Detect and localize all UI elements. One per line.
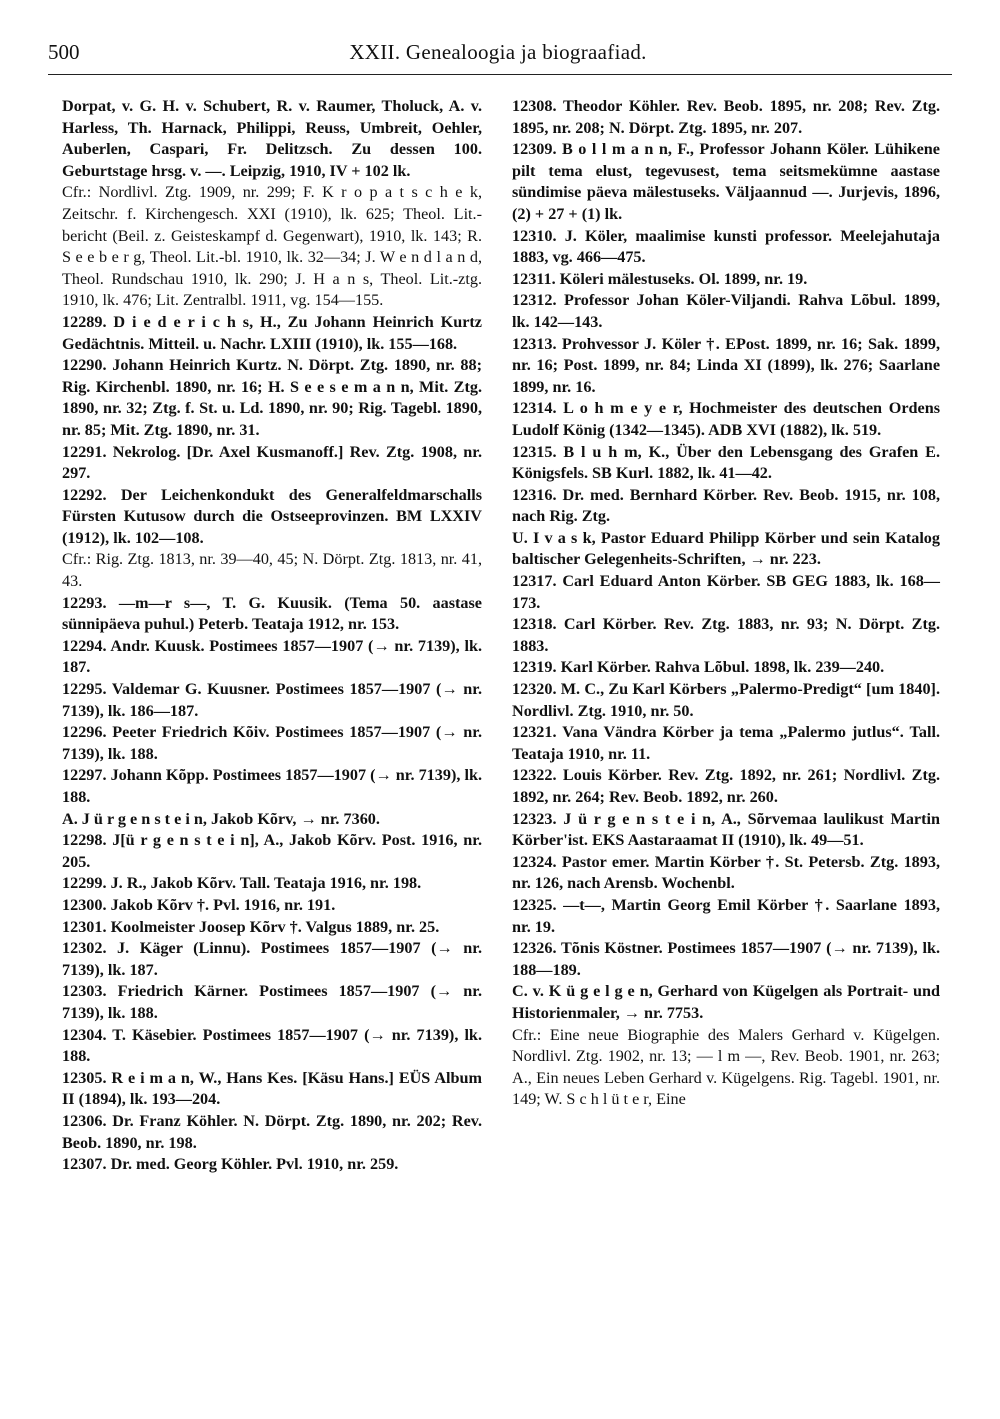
bibliography-entry: 12314. L o h m e y e r, Hochmeister des deutschen Ordens Ludolf König (1342—1345). ADB XVI (1882), lk. 519. [512,399,940,439]
left-column [62,96,482,1176]
bibliography-entry: 12307. Dr. med. Georg Köhler. Pvl. 1910, nr. 259. [62,1155,399,1174]
bibliography-entry: Cfr.: Rig. Ztg. 1813, nr. 39—40, 45; N. Dörpt. Ztg. 1813, nr. 41, 43. [62,550,482,591]
bibliography-entry: 12292. Der Leichenkondukt des Generalfeldmarschalls Fürsten Kutusow durch die Ostseeprovinzen. BM LXXIV (1912), lk. 102—108. [62,485,482,547]
bibliography-entry: Cfr.: Eine neue Biographie des Malers Gerhard v. Kügelgen. Nordlivl. Ztg. 1902, nr. 13; — l m —, Rev. Beob. 1901, nr. 263; A., Ein neues Leben Gerhard v. Kügelgens. Rig. Tagebl. 1901, nr. 149; W. S c h l ü t e r, Eine [512,1025,940,1109]
page-header [48,38,948,74]
bibliography-entry: 12304. T. Käsebier. Postimees 1857—1907 (→ nr. 7139), lk. 188. [62,1025,482,1066]
bibliography-entry: 12299. J. R., Jakob Kõrv. Tall. Teataja 1916, nr. 198. [62,874,422,893]
bibliography-entry: Cfr.: Nordlivl. Ztg. 1909, nr. 299; F. K r o p a t s c h e k, Zeitschr. f. Kirchengesch. XXI (1910), lk. 625; Theol. Lit.-bericht (Beil. z. Geisteskampf d. Gegenwart), 1910, lk. 143; R. S e e b e r g, Theol. Lit.-bl. 1910, lk. 32—34; J. W e n d l a n d, Theol. Rundschau 1910, lk. 290; J. H a n s, Theol. Lit.-ztg. 1910, lk. 476; Lit. Zentralbl. 1911, vg. 154—155. [62,183,482,310]
bibliography-entry: 12303. Friedrich Kärner. Postimees 1857—1907 (→ nr. 7139), lk. 188. [62,982,482,1022]
bibliography-entry: 12306. Dr. Franz Köhler. N. Dörpt. Ztg. 1890, nr. 202; Rev. Beob. 1890, nr. 198. [62,1111,482,1152]
bibliography-entry: 12309. B o l l m a n n, F., Professor Johann Köler. Lühikene pilt tema elust, tegevusest, tema seitsmekümne aastase sündimise päeva mälestuseks. Väljaannud —. Jurjevis, 1896, (2) + 27 + (1) lk. [512,140,940,223]
bibliography-entry: U. I v a s k, Pastor Eduard Philipp Körber und sein Katalog baltischer Gelegenheits-Schriften, → nr. 223. [512,528,940,569]
bibliography-entry: A. J ü r g e n s t e i n, Jakob Kõrv, → nr. 7360. [62,809,380,828]
bibliography-entry: 12293. —m—r s—, T. G. Kuusik. (Tema 50. aastase sünnipäeva puhul.) Peterb. Teataja 1912, nr. 153. [62,593,482,634]
bibliography-entry: 12301. Koolmeister Joosep Kõrv †. Valgus 1889, nr. 25. [62,917,440,936]
right-column [512,96,940,1111]
bibliography-entry: 12295. Valdemar G. Kuusner. Postimees 1857—1907 (→ nr. 7139), lk. 186—187. [62,680,482,720]
bibliography-entry: 12319. Karl Körber. Rahva Lõbul. 1898, lk. 239—240. [512,658,885,677]
running-title: XXII. Genealoogia ja biograafiad. [349,40,647,64]
bibliography-entry: 12300. Jakob Kõrv †. Pvl. 1916, nr. 191. [62,895,336,914]
bibliography-entry: 12289. D i e d e r i c h s, H., Zu Johann Heinrich Kurtz Gedächtnis. Mitteil. u. Nachr. LXIII (1910), lk. 155—168. [62,312,482,353]
bibliography-entry: 12316. Dr. med. Bernhard Körber. Rev. Beob. 1915, nr. 108, nach Rig. Ztg. [512,485,940,526]
bibliography-entry: 12305. R e i m a n, W., Hans Kes. [Käsu Hans.] EÜS Album II (1894), lk. 193—204. [62,1068,482,1109]
bibliography-entry: 12326. Tõnis Köstner. Postimees 1857—1907 (→ nr. 7139), lk. 188—189. [512,939,940,979]
bibliography-entry: 12320. M. C., Zu Karl Körbers „Palermo-Predigt“ [um 1840]. Nordlivl. Ztg. 1910, nr. 50. [512,680,940,720]
bibliography-entry: 12291. Nekrolog. [Dr. Axel Kusmanoff.] Rev. Ztg. 1908, nr. 297. [62,442,482,483]
bibliography-entry: 12324. Pastor emer. Martin Körber †. St. Petersb. Ztg. 1893, nr. 126, nach Arensb. Wochenbl. [512,852,940,893]
bibliography-entry: 12323. J ü r g e n s t e i n, A., Sõrvemaa laulikust Martin Körber'ist. EKS Aastaraamat II (1910), lk. 49—51. [512,809,940,850]
bibliography-entry: 12313. Prohvessor J. Köler †. EPost. 1899, nr. 16; Sak. 1899, nr. 16; Post. 1899, nr. 84; Linda XI (1899), lk. 276; Saarlane 1899, nr. 16. [512,334,940,396]
page-number: 500 [48,40,80,64]
bibliography-entry: 12317. Carl Eduard Anton Körber. SB GEG 1883, lk. 168—173. [512,572,940,612]
bibliography-entry: 12318. Carl Körber. Rev. Ztg. 1883, nr. 93; N. Dörpt. Ztg. 1883. [512,615,940,655]
bibliography-entry: 12296. Peeter Friedrich Kõiv. Postimees 1857—1907 (→ nr. 7139), lk. 188. [62,723,482,763]
bibliography-entry: 12322. Louis Körber. Rev. Ztg. 1892, nr. 261; Nordlivl. Ztg. 1892, nr. 264; Rev. Beob. 1892, nr. 260. [512,766,940,806]
bibliography-entry: 12310. J. Köler, maalimise kunsti professor. Meelejahutaja 1883, vg. 466—475. [512,226,940,267]
bibliography-entry: 12290. Johann Heinrich Kurtz. N. Dörpt. Ztg. 1890, nr. 88; Rig. Kirchenbl. 1890, nr. 16; H. S e e s e m a n n, Mit. Ztg. 1890, nr. 32; Ztg. f. St. u. Ld. 1890, nr. 90; Rig. Tagebl. 1890, nr. 85; Mit. Ztg. 1890, nr. 31. [62,356,482,439]
bibliography-entry: 12302. J. Käger (Linnu). Postimees 1857—1907 (→ nr. 7139), lk. 187. [62,939,482,979]
header-rule [48,74,952,75]
bibliography-entry: 12308. Theodor Köhler. Rev. Beob. 1895, nr. 208; Rev. Ztg. 1895, nr. 208; N. Dörpt. Ztg. 1895, nr. 207. [512,97,940,137]
bibliography-entry: 12311. Köleri mälestuseks. Ol. 1899, nr. 19. [512,269,808,288]
bibliography-entry: 12298. J[ü r g e n s t e i n], A., Jakob Kõrv. Post. 1916, nr. 205. [62,831,482,871]
bibliography-entry: 12294. Andr. Kuusk. Postimees 1857—1907 (→ nr. 7139), lk. 187. [62,636,482,677]
bibliography-entry: 12321. Vana Vändra Körber ja tema „Palermo jutlus“. Tall. Teataja 1910, nr. 11. [512,723,940,763]
bibliography-entry: Dorpat, v. G. H. v. Schubert, R. v. Raumer, Tholuck, A. v. Harless, Th. Harnack, Philippi, Reuss, Umbreit, Oehler, Auberlen, Caspari, Fr. Delitzsch. Zu dessen 100. Geburtstage hrsg. v. —. Leipzig, 1910, IV + 102 lk. [62,97,482,180]
bibliography-entry: 12325. —t—, Martin Georg Emil Körber †. Saarlane 1893, nr. 19. [512,895,940,936]
bibliography-entry: 12315. B l u h m, K., Über den Lebensgang des Grafen E. Königsfels. SB Kurl. 1882, lk. 41—42. [512,442,940,483]
bibliography-entry: 12297. Johann Kõpp. Postimees 1857—1907 (→ nr. 7139), lk. 188. [62,766,482,806]
bibliography-entry: 12312. Professor Johan Köler-Viljandi. Rahva Lõbul. 1899, lk. 142—143. [512,291,940,331]
bibliography-entry: C. v. K ü g e l g e n, Gerhard von Kügelgen als Portrait- und Historienmaler, → nr. 7753. [512,982,940,1022]
